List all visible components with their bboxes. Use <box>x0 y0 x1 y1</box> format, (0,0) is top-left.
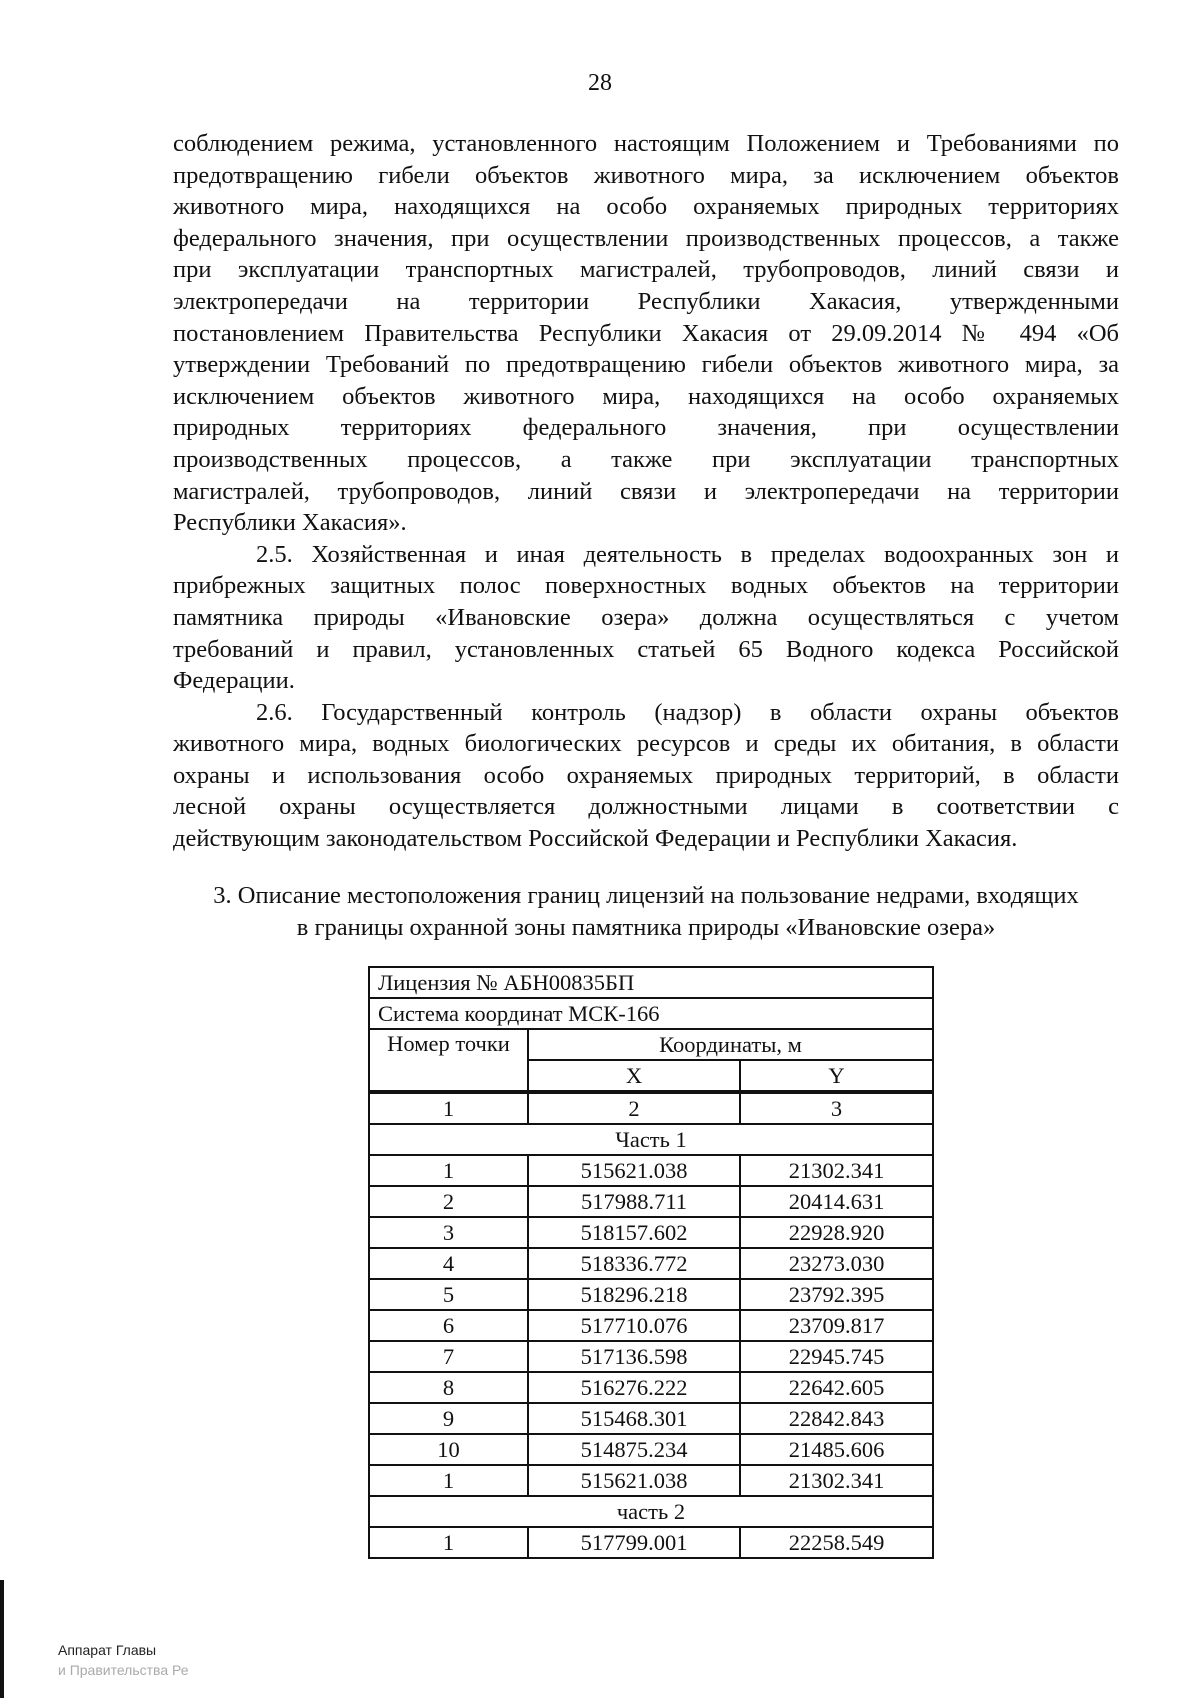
text-line: 2.6. Государственный контроль (надзор) в области охраны объектов <box>256 698 1119 726</box>
table-row <box>369 1217 933 1248</box>
text-line: магистралей, трубопроводов, линий связи и электропередачи на территории <box>173 477 1119 505</box>
y-coordinate: 22258.549 <box>740 1527 933 1558</box>
point-number: 7 <box>369 1341 528 1372</box>
part-title: Часть 1 <box>369 1124 933 1155</box>
text-line: прибрежных защитных полос поверхностных водных объектов на территории <box>173 572 1119 600</box>
text-line: утверждении Требований по предотвращению гибели объектов животного мира, за <box>173 351 1119 379</box>
text-line: животного мира, водных биологических ресурсов и среды их обитания, в области <box>173 730 1119 758</box>
table-row <box>369 1248 933 1279</box>
text-line: действующим законодательством Российской Федерации и Республики Хакасия. <box>173 825 1018 853</box>
x-coordinate: 517136.598 <box>528 1341 740 1372</box>
x-coordinate: 518157.602 <box>528 1217 740 1248</box>
table-row <box>369 1434 933 1465</box>
license-number: Лицензия № АБН00835БП <box>369 967 933 998</box>
x-coordinate: 514875.234 <box>528 1434 740 1465</box>
coordinate-system: Система координат МСК-166 <box>369 998 933 1029</box>
point-number: 3 <box>369 1217 528 1248</box>
table-row <box>369 1186 933 1217</box>
stamp-line1: Аппарат Главы <box>58 1642 157 1658</box>
text-line: при эксплуатации транспортных магистралей, трубопроводов, линий связи и <box>173 256 1119 284</box>
table-row <box>369 1155 933 1186</box>
text-line: Республики Хакасия». <box>173 509 407 537</box>
paragraph <box>173 697 1119 855</box>
x-coordinate: 517710.076 <box>528 1310 740 1341</box>
point-number: 2 <box>369 1186 528 1217</box>
coordinates-table <box>368 966 934 1559</box>
text-line: предотвращению гибели объектов животного мира, за исключением объектов <box>173 161 1119 189</box>
table-row <box>369 1279 933 1310</box>
page-number: 28 <box>588 70 612 96</box>
table-row <box>369 1310 933 1341</box>
part-title: часть 2 <box>369 1496 933 1527</box>
text-line: требований и правил, установленных статьей 65 Водного кодекса Российской <box>173 635 1119 663</box>
y-coordinate: 21485.606 <box>740 1434 933 1465</box>
x-coordinate: 517799.001 <box>528 1527 740 1558</box>
point-number: 10 <box>369 1434 528 1465</box>
text-line: лесной охраны осуществляется должностными лицами в соответствии с <box>173 793 1119 821</box>
text-line: 2.5. Хозяйственная и иная деятельность в пределах водоохранных зон и <box>256 540 1119 568</box>
text-line: природных территориях федерального значения, при осуществлении <box>173 414 1119 442</box>
y-coordinate: 23273.030 <box>740 1248 933 1279</box>
paragraph <box>173 539 1119 697</box>
x-coordinate: 518296.218 <box>528 1279 740 1310</box>
y-coordinate: 22928.920 <box>740 1217 933 1248</box>
point-number: 5 <box>369 1279 528 1310</box>
y-coordinate: 23792.395 <box>740 1279 933 1310</box>
x-coordinate: 515621.038 <box>528 1155 740 1186</box>
x-coordinate: 517988.711 <box>528 1186 740 1217</box>
y-coordinate: 20414.631 <box>740 1186 933 1217</box>
text-line: Федерации. <box>173 667 295 695</box>
table-row <box>369 1465 933 1496</box>
text-line: электропередачи на территории Республики Хакасия, утвержденными <box>173 287 1119 315</box>
text-line: исключением объектов животного мира, находящихся на особо охраняемых <box>173 382 1119 410</box>
x-coordinate: 516276.222 <box>528 1372 740 1403</box>
text-line: соблюдением режима, установленного настоящим Положением и Требованиями по <box>173 130 1119 157</box>
y-coordinate: 23709.817 <box>740 1310 933 1341</box>
y-coordinate: 22945.745 <box>740 1341 933 1372</box>
part-row <box>369 1496 933 1527</box>
point-number: 9 <box>369 1403 528 1434</box>
text-line: производственных процессов, а также при эксплуатации транспортных <box>173 445 1119 473</box>
stamp <box>58 1640 189 1680</box>
point-number: 8 <box>369 1372 528 1403</box>
point-number: 1 <box>369 1155 528 1186</box>
part-row <box>369 1124 933 1155</box>
section-heading-line2: в границы охранной зоны памятника природы «Ивановские озера» <box>296 913 996 941</box>
section-heading-line1: 3. Описание местоположения границ лицензий на пользование недрами, входящих <box>213 882 1079 909</box>
table-row <box>369 1341 933 1372</box>
point-number: 4 <box>369 1248 528 1279</box>
text-line: животного мира, находящихся на особо охраняемых природных территориях <box>173 193 1119 221</box>
text-line: федерального значения, при осуществлении производственных процессов, а также <box>173 224 1119 252</box>
text-line: охраны и использования особо охраняемых природных территорий, в области <box>173 761 1119 789</box>
column-number-1: 1 <box>369 1092 528 1124</box>
table-row <box>369 1372 933 1403</box>
x-coordinate: 515621.038 <box>528 1465 740 1496</box>
y-coordinate: 21302.341 <box>740 1465 933 1496</box>
stamp-line2: и Правительства Ре <box>58 1662 189 1678</box>
point-number: 6 <box>369 1310 528 1341</box>
header-coordinates: Координаты, м <box>528 1029 933 1060</box>
column-number-2: 2 <box>528 1092 740 1124</box>
y-coordinate: 21302.341 <box>740 1155 933 1186</box>
column-number-3: 3 <box>740 1092 933 1124</box>
table-row <box>369 1403 933 1434</box>
text-line: постановлением Правительства Республики Хакасия от 29.09.2014 № 494 «Об <box>173 319 1119 347</box>
header-x: X <box>528 1060 740 1092</box>
document-body <box>173 128 1119 855</box>
x-coordinate: 515468.301 <box>528 1403 740 1434</box>
y-coordinate: 22642.605 <box>740 1372 933 1403</box>
x-coordinate: 518336.772 <box>528 1248 740 1279</box>
table-row <box>369 1527 933 1558</box>
paragraph <box>173 128 1119 539</box>
text-line: памятника природы «Ивановские озера» должна осуществляться с учетом <box>173 603 1119 631</box>
scan-edge <box>0 1580 4 1698</box>
header-point-number: Номер точки <box>369 1029 528 1092</box>
header-y: Y <box>740 1060 933 1092</box>
section-heading <box>173 880 1119 943</box>
point-number: 1 <box>369 1527 528 1558</box>
point-number: 1 <box>369 1465 528 1496</box>
y-coordinate: 22842.843 <box>740 1403 933 1434</box>
